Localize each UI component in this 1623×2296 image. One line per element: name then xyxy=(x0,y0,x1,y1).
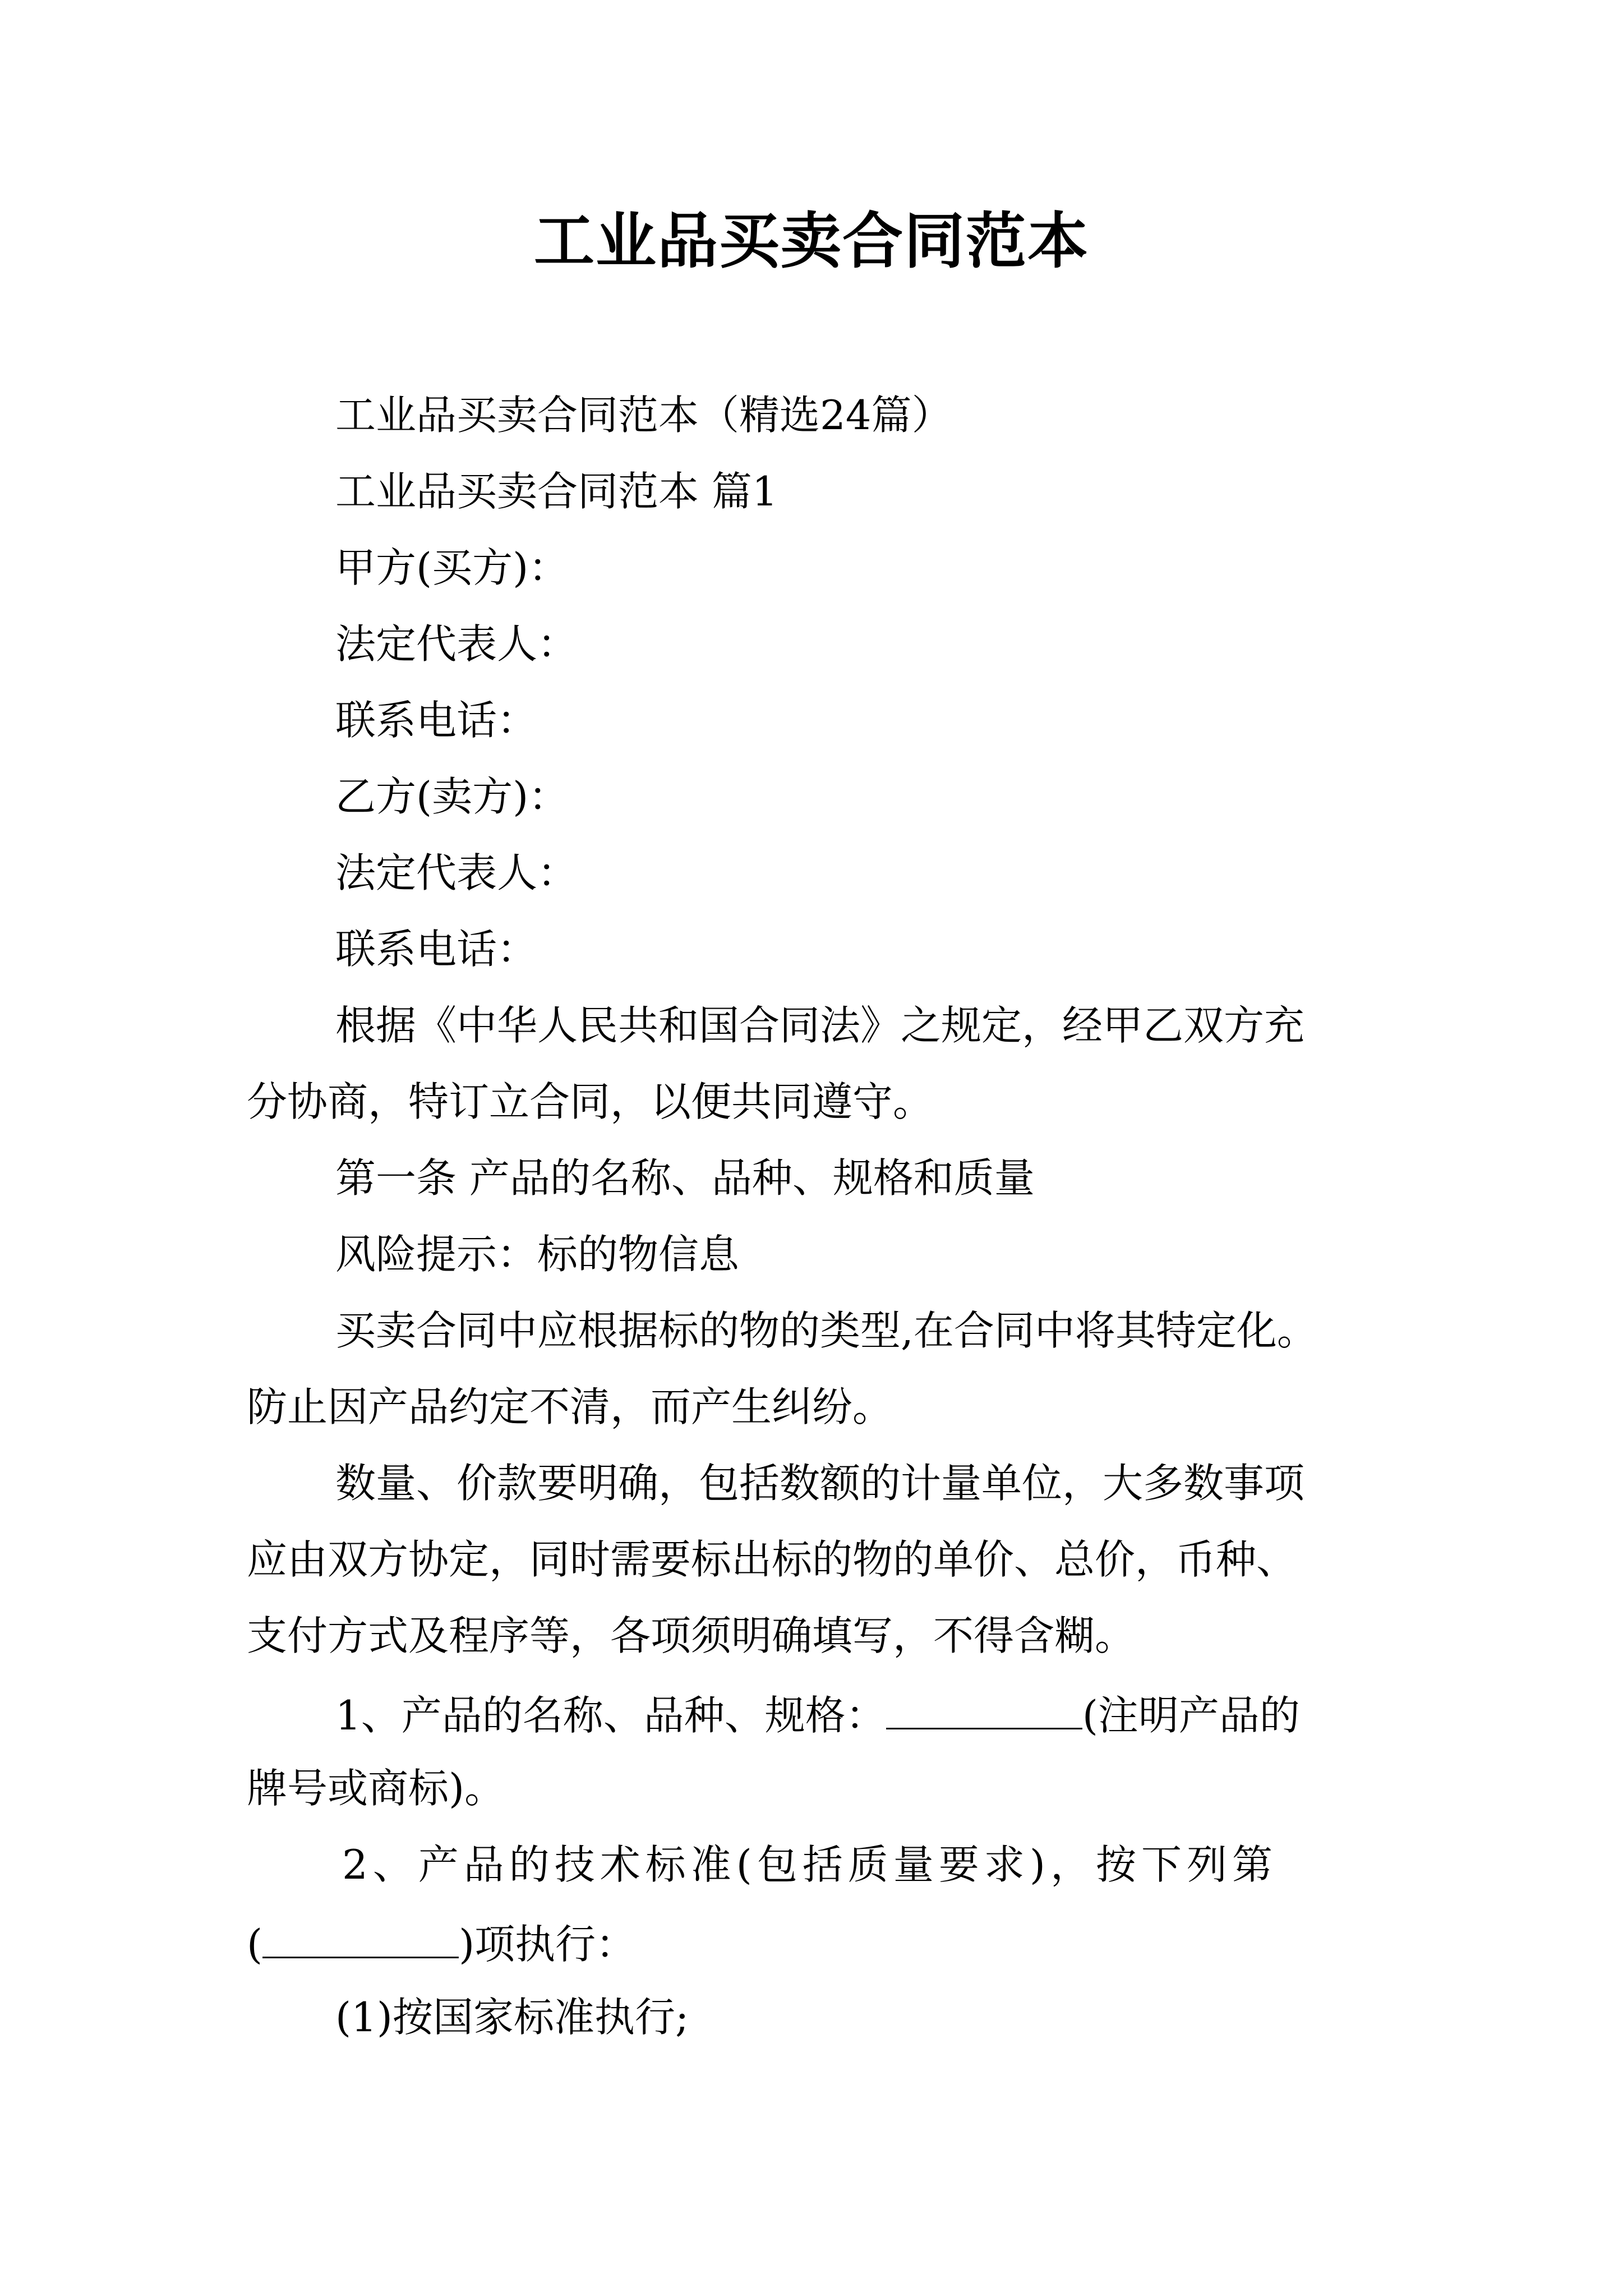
section-heading: 工业品买卖合同范本 篇1 xyxy=(335,468,778,515)
item-2-line2 xyxy=(247,1913,636,1972)
intro-paragraph-line2: 分协商，特订立合同，以便共同遵守。 xyxy=(247,1078,934,1125)
item-1-blank-field[interactable] xyxy=(886,1684,1082,1729)
item-2-line1: 2、产品的技术标准(包括质量要求)，按下列第 xyxy=(342,1841,1278,1888)
party-b-label: 乙方(卖方)： xyxy=(335,773,569,820)
item-2-blank-field[interactable] xyxy=(262,1913,459,1958)
item-2-close: )项执行： xyxy=(459,1921,637,1968)
party-a-label: 甲方(买方)： xyxy=(335,544,569,591)
party-a-rep-label: 法定代表人： xyxy=(335,620,578,668)
party-a-phone-label: 联系电话： xyxy=(335,697,538,744)
document-title: 工业品买卖合同范本 xyxy=(533,206,1089,277)
risk-paragraph1-line1: 买卖合同中应根据标的物的类型,在合同中将其特定化。 xyxy=(335,1307,1317,1354)
item-1-suffix: (注明产品的 xyxy=(1082,1692,1300,1739)
document-subtitle: 工业品买卖合同范本（精选24篇） xyxy=(335,392,952,439)
risk-paragraph1-line2: 防止因产品约定不清，而产生纠纷。 xyxy=(247,1383,893,1430)
party-b-phone-label: 联系电话： xyxy=(335,926,538,973)
risk-paragraph2-line1: 数量、价款要明确，包括数额的计量单位，大多数事项 xyxy=(335,1460,1305,1507)
item-2-open-paren: ( xyxy=(247,1921,263,1968)
party-b-rep-label: 法定代表人： xyxy=(335,849,578,896)
risk-paragraph2-line3: 支付方式及程序等，各项须明确填写，不得含糊。 xyxy=(247,1612,1136,1659)
risk-paragraph2-line2: 应由双方协定，同时需要标出标的物的单价、总价，币种、 xyxy=(247,1536,1297,1583)
intro-paragraph-line1: 根据《中华人民共和国合同法》之规定，经甲乙双方充 xyxy=(335,1002,1305,1049)
item-1-line1 xyxy=(335,1684,1300,1743)
article-1-heading: 第一条 产品的名称、品种、规格和质量 xyxy=(335,1154,1035,1202)
item-1-prefix: 1、产品的名称、品种、规格： xyxy=(335,1692,886,1739)
risk-title: 风险提示：标的物信息 xyxy=(335,1231,740,1278)
item-2-option-1: (1)按国家标准执行; xyxy=(335,1994,689,2041)
item-1-line2: 牌号或商标)。 xyxy=(247,1765,505,1812)
